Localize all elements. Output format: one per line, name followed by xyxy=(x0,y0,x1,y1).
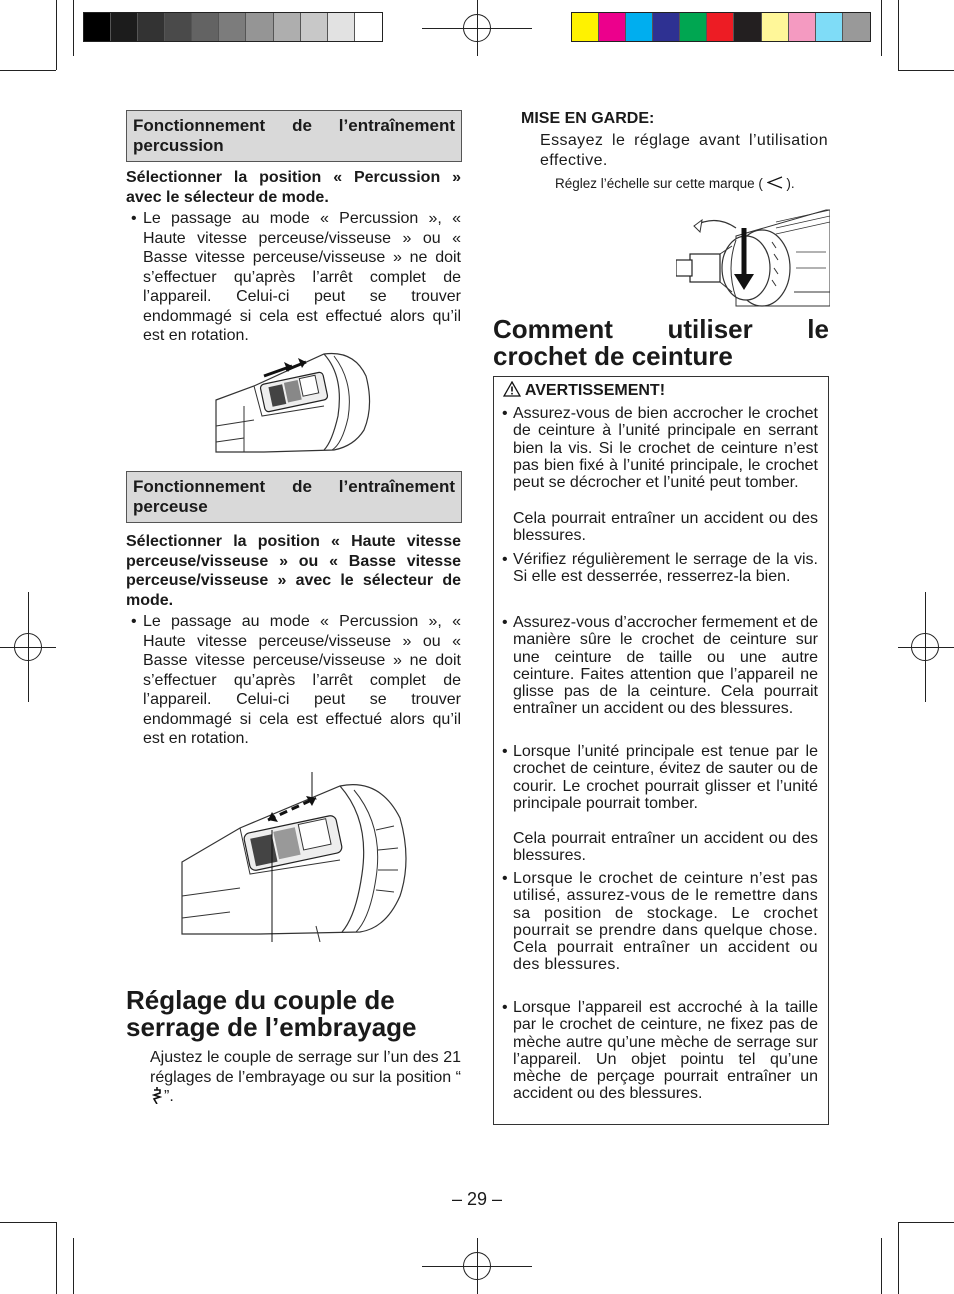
bullet-dot: • xyxy=(502,999,508,1016)
color-swatch xyxy=(789,13,816,41)
clutch-description xyxy=(150,1048,461,1107)
mode-selector-percussion-illustration xyxy=(214,346,374,456)
warning-item xyxy=(502,551,818,586)
color-swatch xyxy=(680,13,707,41)
warning-item xyxy=(502,405,818,492)
bullet-text: Le passage au mode « Percussion », « Haute vitesse perceuse/visseuse » ou « Basse vitesse perceuse/visseuse » ne doit s’effectuer qu’après l’arrêt complet de l’appareil. Celui-ci peut se trouver endommagé si cela est effectué alors qu’il est en rotation. xyxy=(143,613,461,747)
gray-swatch xyxy=(165,13,192,41)
bullet-dot: • xyxy=(502,405,508,422)
scale-note xyxy=(555,176,830,192)
gray-swatch xyxy=(301,13,328,41)
warning-item xyxy=(502,614,819,718)
gray-swatch xyxy=(355,13,382,41)
warning-item-text: Lorsque l’appareil est accroché à la taille par le crochet de ceinture, ne fixez pas de mèche autre qu’une mèche de serrage sur l’appareil. Un objet pointu tel qu’une mèche de perçage pourrait entraîner un accident ou des blessures. xyxy=(513,999,818,1103)
bullet-percussion xyxy=(131,209,461,346)
color-calibration-bar xyxy=(571,12,871,42)
bullet-dot: • xyxy=(502,614,508,631)
heading-clutch-torque: Réglage du couple de serrage de l’embrayage xyxy=(126,985,417,1042)
section-title-perceuse: Fonctionnement de l’entraînement perceuse xyxy=(126,471,462,523)
color-swatch xyxy=(762,13,789,41)
gray-swatch xyxy=(328,13,355,41)
warning-item-continuation: Cela pourrait entraîner un accident ou des blessures. xyxy=(513,510,818,545)
warning-item-text: Vérifiez régulièrement le serrage de la vis. Si elle est desserrée, resserrez-la bien. xyxy=(513,551,818,586)
drill-mode-icon xyxy=(152,1087,162,1104)
page-number: – 29 – xyxy=(451,1189,503,1209)
color-swatch xyxy=(707,13,734,41)
warning-item-text: Lorsque l’unité principale est tenue par le crochet de ceinture, évitez de sauter ou de courir. Le crochet pourrait glisser et l’unité principale pourrait tomber. xyxy=(513,743,818,812)
warning-item-text: Assurez-vous de bien accrocher le crochet de ceinture à l’unité principale en serrant bien la vis. Si le crochet de ceinture n’est pas bien fixé à l’unité principale, le crochet peut se décrocher et l’unité peut tomber. xyxy=(513,405,818,492)
bullet-dot: • xyxy=(131,210,137,227)
section-title-percussion: Fonctionnement de l’entraînement percussion xyxy=(126,110,462,162)
clutch-text-after: ”. xyxy=(164,1088,174,1105)
color-swatch xyxy=(572,13,599,41)
heading-belt-hook: Comment utiliser le crochet de ceinture xyxy=(493,314,829,371)
gray-swatch xyxy=(274,13,301,41)
scale-note-after: ). xyxy=(786,176,795,191)
color-swatch xyxy=(599,13,626,41)
gray-swatch xyxy=(192,13,219,41)
warning-item-text: Assurez-vous d’accrocher fermement et de manière sûre le crochet de ceinture sur une ceinture de taille ou une autre ceinture. Faites attention que l’appareil ne glisse pas de la ceinture. Cela pourrait entraîner un accident ou des blessures. xyxy=(513,614,819,718)
warning-triangle-icon xyxy=(503,381,521,397)
instruction-perceuse: Sélectionner la position « Haute vitesse perceuse/visseuse » ou « Basse vitesse perceuse/visseuse » avec le sélecteur de mode. xyxy=(126,533,461,609)
bullet-dot: • xyxy=(502,743,508,760)
clutch-ring-illustration xyxy=(676,206,830,310)
warning-item xyxy=(502,999,818,1103)
warning-item-continuation: Cela pourrait entraîner un accident ou des blessures. xyxy=(513,830,818,865)
color-swatch xyxy=(843,13,870,41)
warning-item xyxy=(502,743,818,812)
clutch-text-before: Ajustez le couple de serrage sur l’un des 21 réglages de l’embrayage ou sur la position “ xyxy=(150,1049,461,1086)
warning-item-text: Lorsque le crochet de ceinture n’est pas utilisé, assurez-vous de le remettre dans sa position de stockage. Le crochet pourrait se prendre dans quelque chose. Cela pourrait entraîner un accident ou des blessures. xyxy=(513,870,818,974)
gray-swatch xyxy=(246,13,273,41)
gray-swatch xyxy=(219,13,246,41)
bullet-dot: • xyxy=(131,613,137,630)
triangle-mark-icon xyxy=(767,176,783,189)
warning-item xyxy=(502,870,818,974)
bullet-dot: • xyxy=(502,870,508,887)
bullet-perceuse xyxy=(131,612,461,749)
color-swatch xyxy=(626,13,653,41)
warning-header xyxy=(503,381,665,401)
color-swatch xyxy=(653,13,680,41)
caution-label: MISE EN GARDE: xyxy=(521,110,655,127)
scale-note-before: Réglez l’échelle sur cette marque ( xyxy=(555,176,763,191)
gray-swatch xyxy=(111,13,138,41)
bullet-text: Le passage au mode « Percussion », « Haute vitesse perceuse/visseuse » ou « Basse vitesse perceuse/visseuse » ne doit s’effectuer qu’après l’arrêt complet de l’appareil. Celui-ci peut se trouver endommagé si cela est effectué alors qu’il est en rotation. xyxy=(143,210,461,344)
warning-label: AVERTISSEMENT! xyxy=(524,382,666,399)
mode-selector-perceuse-illustration xyxy=(180,770,412,942)
gray-swatch xyxy=(138,13,165,41)
color-swatch xyxy=(816,13,843,41)
grayscale-calibration-bar xyxy=(83,12,383,42)
color-swatch xyxy=(734,13,761,41)
gray-swatch xyxy=(84,13,111,41)
bullet-dot: • xyxy=(502,551,508,568)
instruction-percussion: Sélectionner la position « Percussion » avec le sélecteur de mode. xyxy=(126,169,461,206)
caution-text: Essayez le réglage avant l’utilisation effective. xyxy=(540,132,828,169)
